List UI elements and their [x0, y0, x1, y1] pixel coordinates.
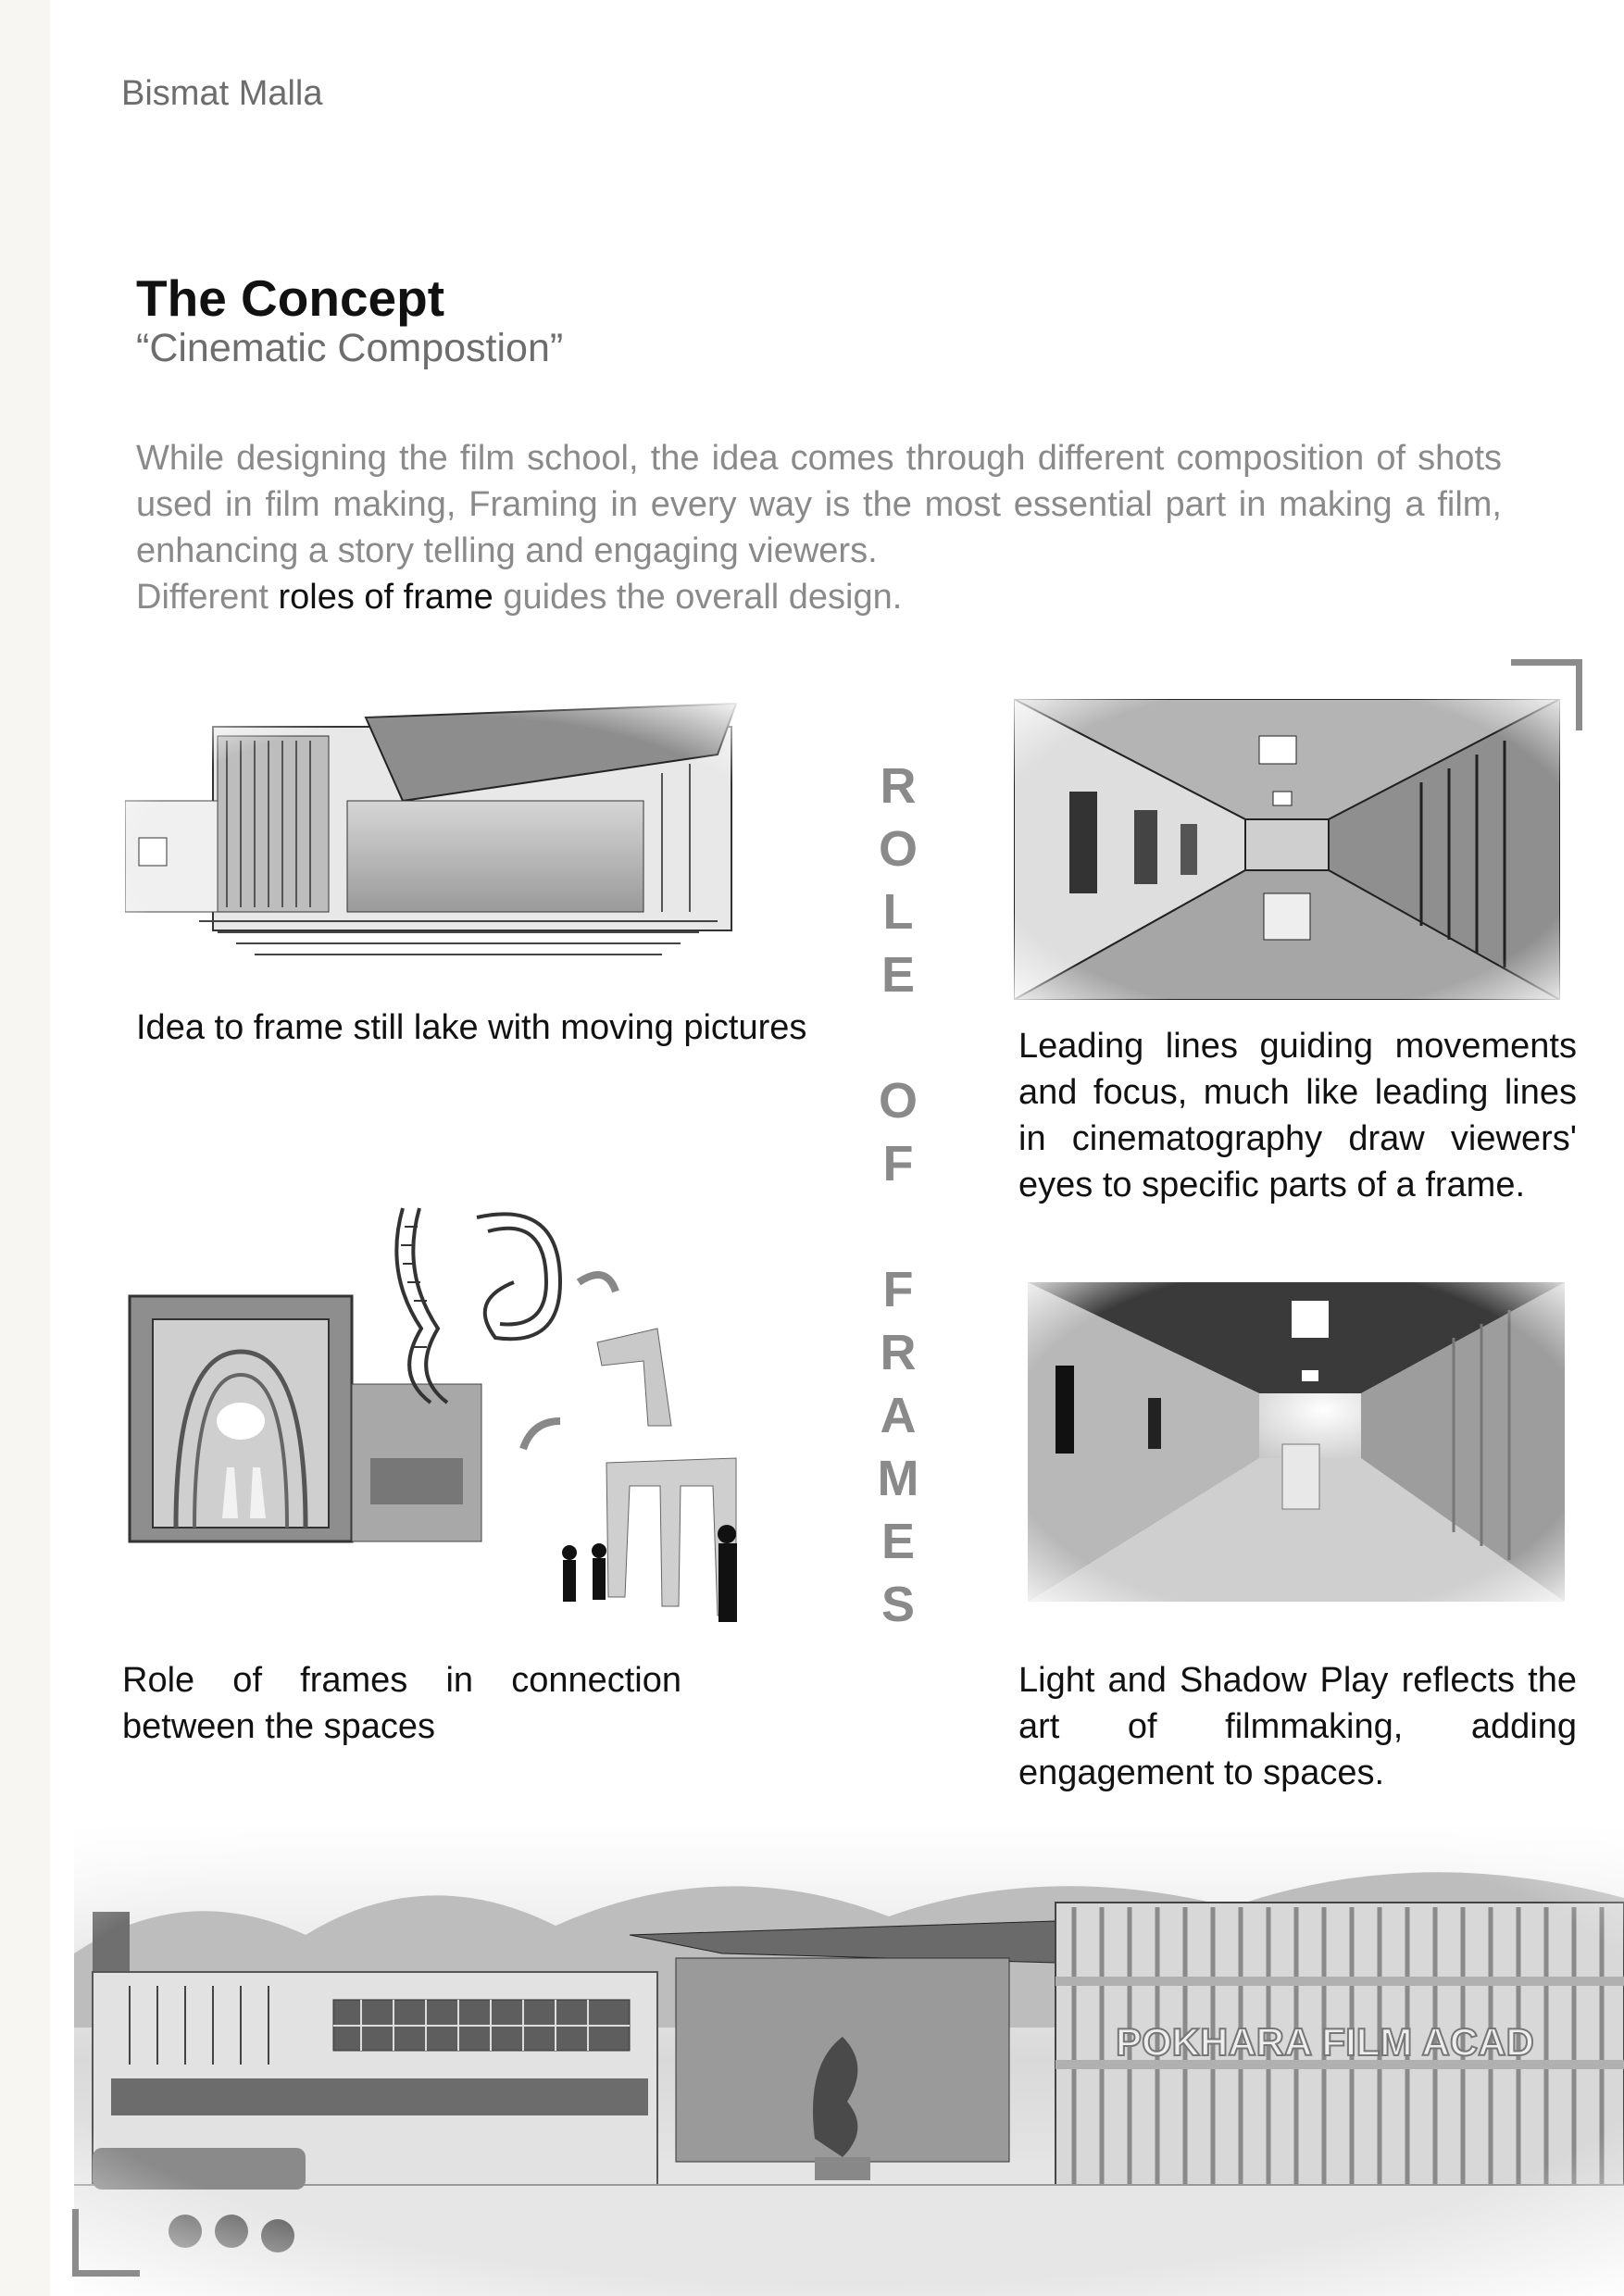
caption-connection: Role of frames in connection between the spaces: [122, 1661, 681, 1746]
page-subtitle: “Cinematic Compostion”: [136, 326, 564, 370]
letter: R: [880, 1325, 917, 1380]
letter: E: [881, 1514, 916, 1569]
letter: L: [882, 884, 914, 940]
intro-paragraph: While designing the film school, the idea comes through different composition of shots used in film making, Framing in every way is the most essential part in making a film, enhancing a story telling and engaging viewers.: [136, 439, 1502, 570]
letter: F: [882, 1262, 914, 1317]
caption-light-shadow: Light and Shadow Play reflects the art of filmmaking, adding engagement to spaces.: [1018, 1661, 1577, 1792]
letter: A: [880, 1388, 917, 1443]
leading-lines-sketch: [1014, 699, 1560, 1000]
corner-bracket-bottom-left: [72, 2209, 140, 2277]
intro-highlight: roles of frame: [278, 578, 493, 617]
letter: S: [881, 1577, 916, 1632]
letter: M: [877, 1451, 919, 1506]
intro-line2-suffix: guides the overall design.: [493, 578, 903, 617]
letter: R: [880, 758, 917, 814]
letter: O: [878, 1073, 918, 1129]
caption-leading-highlight: Leading lines: [1018, 1027, 1238, 1066]
frames-connection-collage: [125, 1190, 801, 1634]
intro-line2-prefix: Different: [136, 578, 279, 617]
facade-render: [74, 1824, 1624, 2296]
caption-leading-rest: guiding movements and focus, much like leading lines in cinematography draw viewers' eyes to specific parts of a frame.: [1018, 1027, 1577, 1204]
caption-lake-frame: Idea to frame still lake with moving pictures: [136, 1008, 807, 1047]
left-margin-strip: [0, 0, 50, 2296]
author-name: Bismat Malla: [121, 74, 323, 113]
letter: E: [881, 947, 916, 1003]
page-title: The Concept: [136, 269, 445, 327]
caption-leading-lines: [1018, 1023, 1577, 1208]
lake-frame-sketch: [125, 699, 792, 995]
intro-text: [136, 435, 1502, 620]
role-of-frames-vertical-title: [861, 755, 935, 1636]
light-shadow-sketch: [1028, 1282, 1565, 1602]
letter: F: [882, 1136, 914, 1192]
letter: O: [878, 821, 918, 877]
